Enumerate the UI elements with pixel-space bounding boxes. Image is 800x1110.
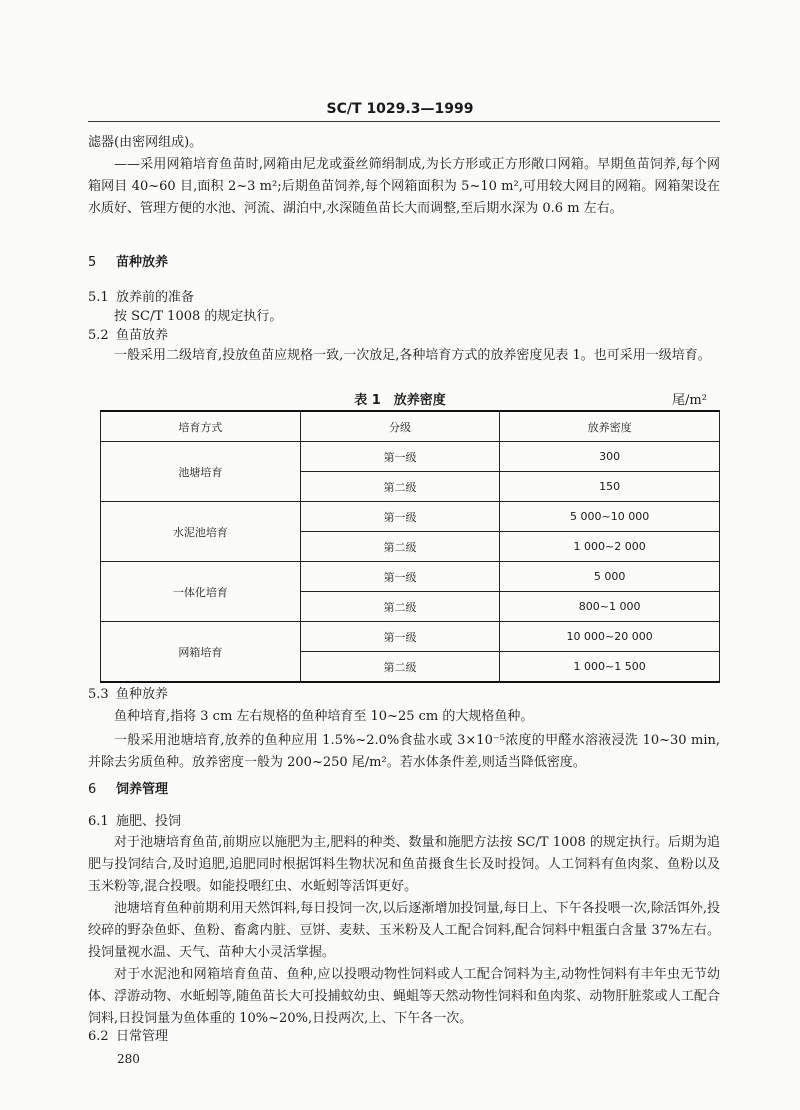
section-number: 5.2 [88, 328, 109, 343]
section-5-2-text: 一般采用二级培育,投放鱼苗应规格一致,一次放足,各种培育方式的放养密度见表 1。也可采用一级培育。 [114, 348, 711, 363]
section-title: 日常管理 [116, 1029, 169, 1044]
density-cell: 1 000~1 500 [500, 652, 720, 683]
grade-cell: 第二级 [300, 532, 500, 562]
grade-cell: 第一级 [300, 502, 500, 532]
table-row [101, 622, 720, 652]
section-title: 放养前的准备 [116, 290, 195, 305]
density-cell: 800~1 000 [500, 592, 720, 622]
grade-cell: 第一级 [300, 562, 500, 592]
density-cell: 150 [500, 472, 720, 502]
table-row [101, 502, 720, 532]
section-5-3-para-2: 一般采用池塘培育,放养的鱼种应用 1.5%~2.0%食盐水或 3×10⁻⁵浓度的甲醛水溶液浸洗 10~30 min,并除去劣质鱼种。放养密度一般为 200~250 尾/m²。若水体条件差,则适当降低密度。 [88, 733, 720, 770]
header-grade: 分级 [300, 411, 500, 442]
intro-line: 滤器(由密网组成)。 [88, 135, 203, 150]
density-cell: 5 000~10 000 [500, 502, 720, 532]
header-density: 放养密度 [500, 411, 720, 442]
section-5-2-heading [88, 326, 168, 346]
table-caption: 表 1 放养密度 [354, 393, 446, 408]
grade-cell: 第二级 [300, 652, 500, 683]
section-number: 6.2 [88, 1029, 109, 1044]
section-6-heading [88, 780, 168, 800]
section-5-heading [88, 253, 168, 273]
header-method: 培育方式 [101, 411, 301, 442]
density-cell: 1 000~2 000 [500, 532, 720, 562]
stocking-density-table [100, 410, 720, 683]
section-title: 苗种放养 [116, 255, 169, 270]
section-6-1-para-1: 对于池塘培育鱼苗,前期应以施肥为主,肥料的种类、数量和施肥方法按 SC/T 1008 的规定执行。后期为追肥与投饲结合,及时追肥,追肥同时根据饵料生物状况和鱼苗摄食生长及时投饲。人工饲料有鱼肉浆、鱼粉以及玉米粉等,混合投喂。如能投喂红虫、水蚯蚓等活饵更好。 [88, 835, 720, 894]
cage-paragraph: ——采用网箱培育鱼苗时,网箱由尼龙或蚕丝筛绢制成,为长方形或正方形敞口网箱。早期鱼苗饲养,每个网箱网目 40~60 目,面积 2~3 m²;后期鱼苗饲养,每个网箱面积为 5~10 m²,可用较大网目的网箱。网箱架设在水质好、管理方便的水池、河流、湖泊中,水深随鱼苗长大而调整,至后期水深为 0.6 m 左右。 [88, 157, 720, 216]
section-6-1-heading [88, 812, 181, 832]
section-5-1-heading [88, 288, 194, 308]
section-5-1-text: 按 SC/T 1008 的规定执行。 [114, 309, 283, 324]
header-rule [88, 121, 720, 122]
density-cell: 300 [500, 442, 720, 472]
section-6-1-para-2: 池塘培育鱼种前期利用天然饵料,每日投饲一次,以后逐渐增加投饲量,每日上、下午各投喂一次,除活饵外,投绞碎的野杂鱼虾、鱼粉、畜禽内脏、豆饼、麦麸、玉米粉及人工配合饲料,配合饲料中粗蛋白含量 37%左右。投饲量视水温、天气、苗种大小灵活掌握。 [88, 901, 720, 960]
density-cell: 5 000 [500, 562, 720, 592]
section-number: 5.1 [88, 290, 109, 305]
method-cell: 水泥池培育 [101, 502, 301, 562]
section-6-1-para-3: 对于水泥池和网箱培育鱼苗、鱼种,应以投喂动物性饲料或人工配合饲料为主,动物性饲料有丰年虫无节幼体、浮游动物、水蚯蚓等,随鱼苗长大可投捕蚊幼虫、蝇蛆等天然动物性饲料和鱼肉浆、动物肝脏浆或人工配合饲料,日投饲量为鱼体重的 10%~20%,日投两次,上、下午各一次。 [88, 967, 720, 1026]
section-number: 6.1 [88, 814, 109, 829]
section-5-3-para-1: 鱼种培育,指将 3 cm 左右规格的鱼种培育至 10~25 cm 的大规格鱼种。 [114, 709, 534, 724]
section-number: 5.3 [88, 687, 109, 702]
section-6-2-heading [88, 1027, 168, 1047]
section-number: 5 [88, 255, 97, 270]
table-row [101, 562, 720, 592]
table-row [101, 442, 720, 472]
grade-cell: 第二级 [300, 472, 500, 502]
section-title: 鱼种放养 [116, 687, 169, 702]
method-cell: 网箱培育 [101, 622, 301, 683]
grade-cell: 第二级 [300, 592, 500, 622]
section-title: 鱼苗放养 [116, 328, 169, 343]
method-cell: 一体化培育 [101, 562, 301, 622]
grade-cell: 第一级 [300, 622, 500, 652]
page-number: 280 [117, 1052, 140, 1066]
section-title: 施肥、投饲 [116, 814, 182, 829]
method-cell: 池塘培育 [101, 442, 301, 502]
density-cell: 10 000~20 000 [500, 622, 720, 652]
section-5-3-heading [88, 685, 168, 705]
section-title: 饲养管理 [116, 782, 169, 797]
table-header-row [101, 411, 720, 442]
section-number: 6 [88, 782, 97, 797]
grade-cell: 第一级 [300, 442, 500, 472]
table-unit: 尾/m² [672, 393, 707, 408]
standard-number-header: SC/T 1029.3—1999 [326, 101, 474, 117]
